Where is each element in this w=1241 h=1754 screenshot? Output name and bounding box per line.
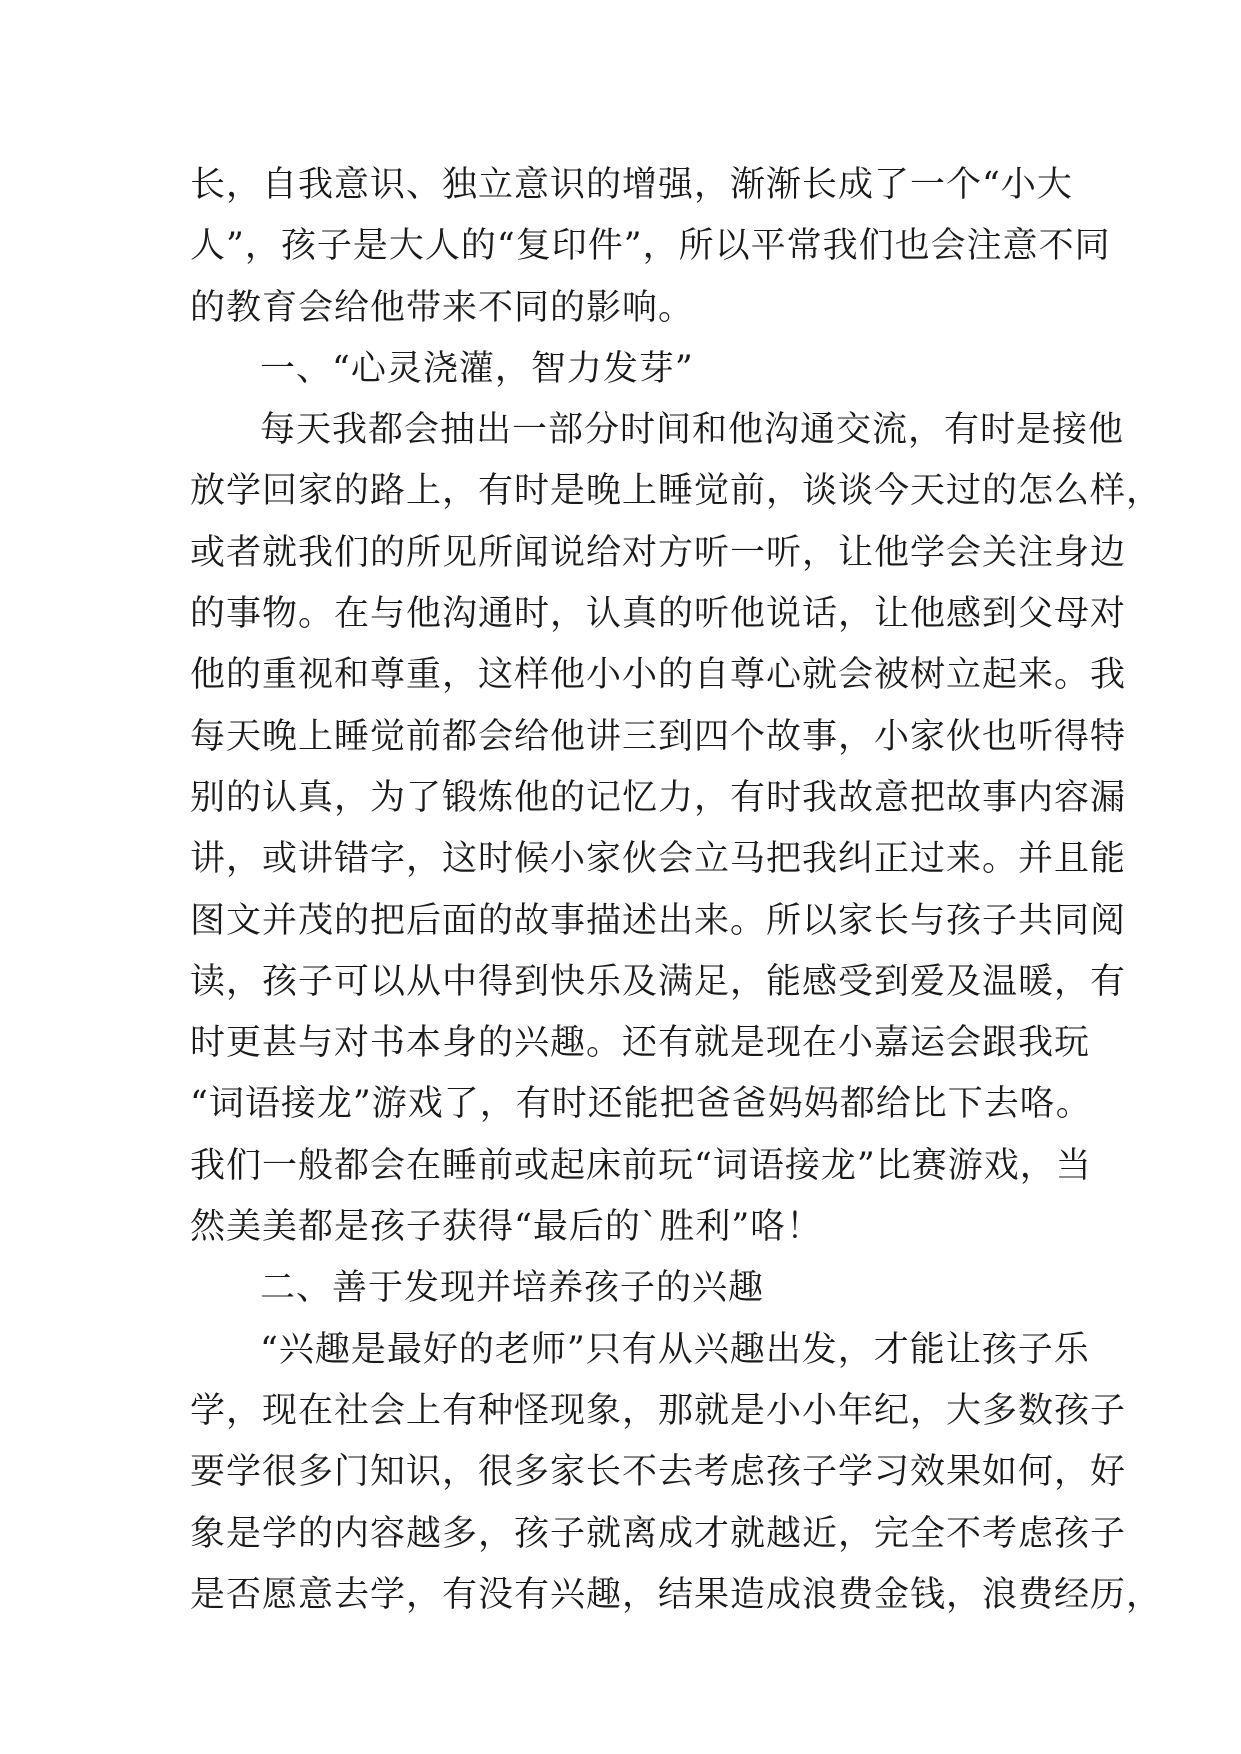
text-line: 的教育会给他带来不同的影响。 xyxy=(190,287,695,328)
text-line: 他的重视和尊重，这样他小小的自尊心就会被树立起来。我 xyxy=(190,655,1127,696)
text-line: 别的认真，为了锻炼他的记忆力，有时我故意把故事内容漏 xyxy=(190,777,1127,818)
text-line: 象是学的内容越多，孩子就离成才就越近，完全不考虑孩子 xyxy=(190,1513,1127,1554)
text-line: 要学很多门知识，很多家长不去考虑孩子学习效果如何，好 xyxy=(190,1452,1127,1493)
text-line: 是否愿意去学，有没有兴趣，结果造成浪费金钱，浪费经历， xyxy=(190,1574,1163,1615)
body-text xyxy=(190,155,1163,1626)
text-line: 学，现在社会上有种怪现象，那就是小小年纪，大多数孩子 xyxy=(190,1390,1127,1431)
text-line: 长，自我意识、独立意识的增强，渐渐长成了一个“小大 xyxy=(190,165,1073,205)
text-line: 或者就我们的所见所闻说给对方听一听，让他学会关注身边 xyxy=(190,532,1127,573)
section-heading: 二、善于发现并培养孩子的兴趣 xyxy=(260,1268,765,1309)
text-line: 的事物。在与他沟通时，认真的听他说话，让他感到父母对 xyxy=(190,594,1127,635)
text-line: 然美美都是孩子获得“最后的`胜利”咯！ xyxy=(190,1207,823,1248)
text-line: 时更甚与对书本身的兴趣。还有就是现在小嘉运会跟我玩 xyxy=(190,1023,1091,1064)
section-heading: 一、“心灵浇灌，智力发芽” xyxy=(260,348,694,389)
text-line: 每天晚上睡觉前都会给他讲三到四个故事，小家伙也听得特 xyxy=(190,716,1127,757)
text-line: 读，孩子可以从中得到快乐及满足，能感受到爱及温暖，有 xyxy=(190,961,1127,1002)
text-line: “兴趣是最好的老师”只有从兴趣出发，才能让孩子乐 xyxy=(260,1329,1090,1370)
text-line: 我们一般都会在睡前或起床前玩“词语接龙”比赛游戏，当 xyxy=(190,1145,1092,1186)
text-line: 图文并茂的把后面的故事描述出来。所以家长与孩子共同阅 xyxy=(190,900,1127,941)
text-line: 每天我都会抽出一部分时间和他沟通交流，有时是接他 xyxy=(260,410,1125,451)
text-line: 放学回家的路上，有时是晚上睡觉前，谈谈今天过的怎么样， xyxy=(190,471,1163,512)
text-line: 讲，或讲错字，这时候小家伙会立马把我纠正过来。并且能 xyxy=(190,839,1127,880)
text-line: 人”，孩子是大人的“复印件”，所以平常我们也会注意不同 xyxy=(190,226,1111,267)
text-line: “词语接龙”游戏了，有时还能把爸爸妈妈都给比下去咯。 xyxy=(190,1084,1092,1125)
